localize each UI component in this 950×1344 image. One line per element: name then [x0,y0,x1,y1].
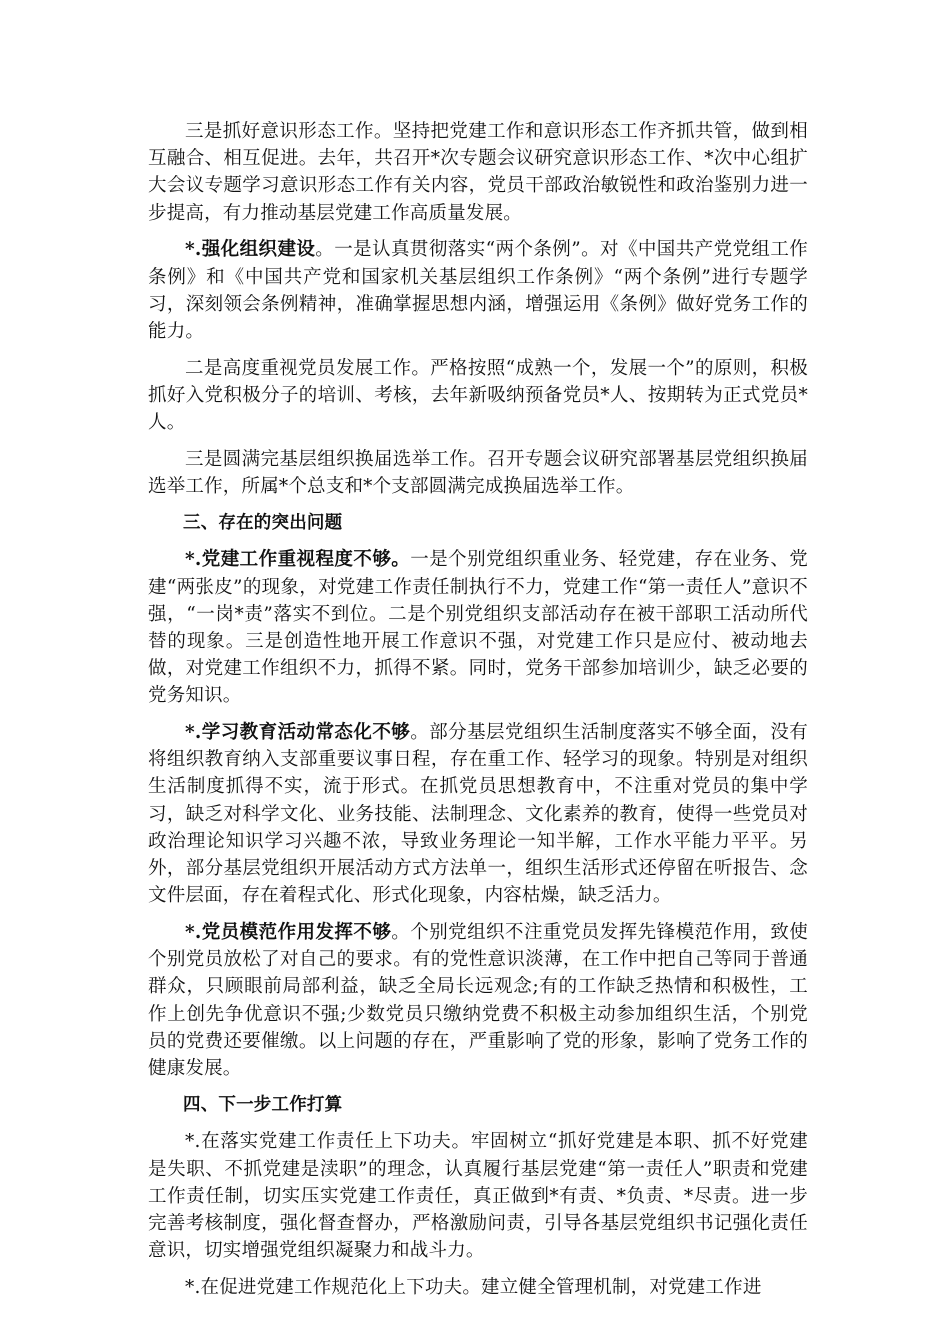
paragraph-text: *.在促进党建工作规范化上下功夫。建立健全管理机制，对党建工作进 [185,1276,762,1298]
paragraph-plan-standardization [148,1274,808,1301]
paragraph-text: 三是圆满完基层组织换届选举工作。召开专题会议研究部署基层党组织换届选举工作，所属*个总支和*个支部圆满完成换届选举工作。 [148,448,808,497]
paragraph-text: 三是抓好意识形态工作。坚持把党建工作和意识形态工作齐抓共管，做到相互融合、相互促进。去年，共召开*次专题会议研究意识形态工作、*次中心组扩大会议专题学习意识形态工作有关内容，党员干部政治敏锐性和政治鉴别力进一步提高，有力推动基层党建工作高质量发展。 [148,121,808,224]
paragraph-lead: *.学习教育活动常态化不够 [185,722,411,744]
paragraph-text: 。个别党组织不注重党员发挥先锋模范作用，致使个别党员放松了对自己的要求。有的党性意识淡薄，在工作中把自己等同于普通群众，只顾眼前局部利益，缺乏全局长远观念;有的工作缺乏热情和积极性，工作上创先争优意识不强;少数党员只缴纳党费不积极主动参加组织生活，个别党员的党费还要催缴。以上问题的存在，严重影响了党的形象，影响了党务工作的健康发展。 [148,921,808,1079]
paragraph-problem-learning [148,719,808,909]
paragraph-organization-building [148,236,808,345]
paragraph-plan-responsibility [148,1128,808,1264]
paragraph-ideology-work [148,118,808,227]
section-heading-next-steps: 四、下一步工作打算 [183,1094,343,1115]
paragraph-problem-model-role [148,919,808,1082]
paragraph-text: 。部分基层党组织生活制度落实不够全面，没有将组织教育纳入支部重要议事日程，存在重工作、轻学习的现象。特别是对组织生活制度抓得不实，流于形式。在抓党员思想教育中，不注重对党员的集中学习，缺乏对科学文化、业务技能、法制理念、文化素养的教育，使得一些党员对政治理论知识学习兴趣不浓，导致业务理论一知半解，工作水平能力平平。另外，部分基层党组织开展活动方式方法单一，组织生活形式还停留在听报告、念文件层面，存在着程式化、形式化现象，内容枯燥，缺乏活力。 [148,722,809,907]
section-heading-problems: 三、存在的突出问题 [183,512,343,533]
paragraph-lead: *.强化组织建设 [185,239,316,261]
paragraph-problem-attention [148,546,808,709]
paragraph-text: 。一是认真贯彻落实“两个条例”。对《中国共产党党组工作条例》和《中国共产党和国家机关基层组织工作条例》“两个条例”进行专题学习，深刻领会条例精神，准确掌握思想内涵，增强运用《条例》做好党务工作的能力。 [148,239,808,342]
paragraph-election [148,446,808,500]
paragraph-text: 一是个别党组织重业务、轻党建，存在业务、党建“两张皮”的现象，对党建工作责任制执行不力，党建工作“第一责任人”意识不强，“一岗*责”落实不到位。二是个别党组织支部活动存在被干部职工活动所代替的现象。三是创造性地开展工作意识不强，对党建工作只是应付、被动地去做，对党建工作组织不力，抓得不紧。同时，党务干部参加培训少，缺乏必要的党务知识。 [148,549,809,707]
paragraph-text: 二是高度重视党员发展工作。严格按照“成熟一个，发展一个”的原则，积极抓好入党积极分子的培训、考核，去年新吸纳预备党员*人、按期转为正式党员*人。 [148,357,808,434]
paragraph-member-development [148,355,808,437]
paragraph-lead: *.党建工作重视程度不够。 [185,549,411,571]
paragraph-text: *.在落实党建工作责任上下功夫。牢固树立“抓好党建是本职、抓不好党建是失职、不抓党建是渎职”的理念，认真履行基层党建“第一责任人”职责和党建工作责任制，切实压实党建工作责任，真正做到*有责、*负责、*尽责。进一步完善考核制度，强化督查督办，严格激励问责，引导各基层党组织书记强化责任意识，切实增强党组织凝聚力和战斗力。 [148,1131,808,1262]
paragraph-lead: *.党员模范作用发挥不够 [185,921,392,943]
document-page [148,118,808,1311]
